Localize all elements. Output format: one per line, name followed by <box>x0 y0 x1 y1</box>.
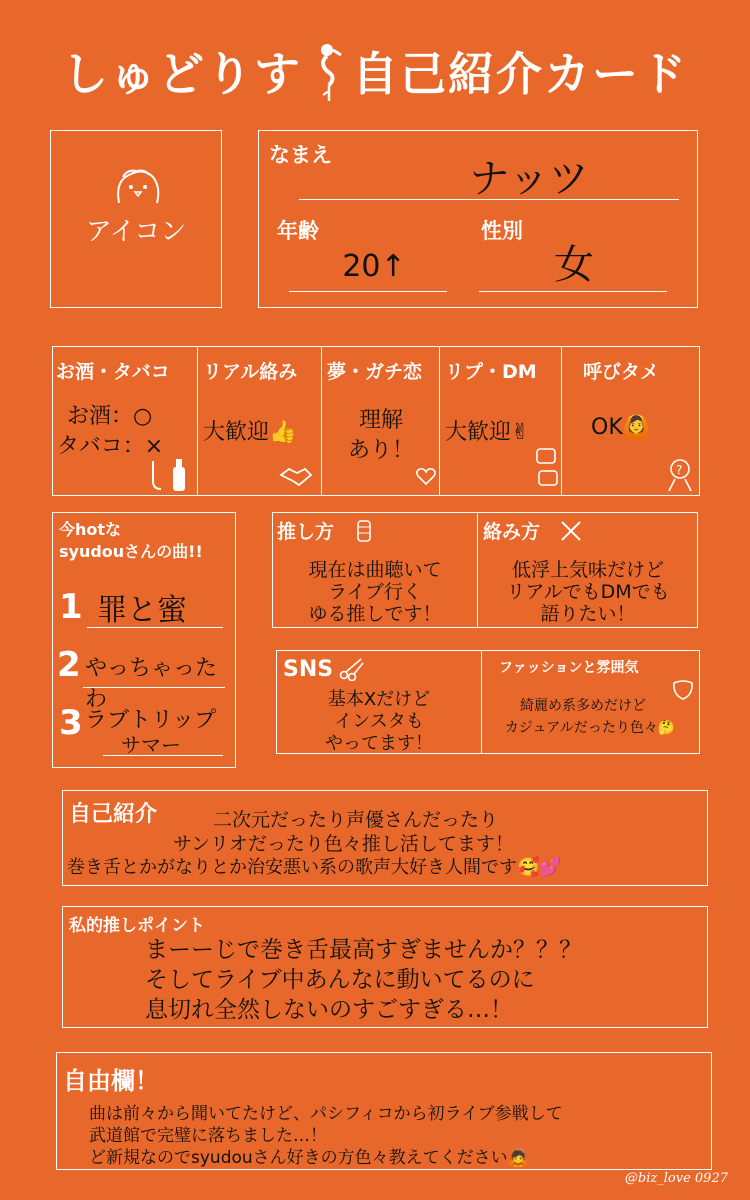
oshikata-line1: 現在は曲聴いて <box>308 559 442 581</box>
bird-icon <box>109 165 165 207</box>
dream-line1: 理解 <box>358 408 403 433</box>
song-2-number: 2 <box>57 645 81 685</box>
name-value: ナッツ <box>469 156 589 202</box>
age-label: 年齢 <box>277 219 319 243</box>
sns-fashion-box <box>276 650 700 754</box>
gender-label: 性別 <box>481 219 523 243</box>
style-box <box>272 512 698 628</box>
oshikata-label: 推し方 <box>277 521 335 543</box>
personal-point-box <box>62 906 708 1028</box>
free-line1: 曲は前々から聞いてたけど、パシフィコから初ライブ参戦して <box>89 1104 563 1124</box>
sns-line2: インスタも <box>334 711 424 732</box>
personal-point-line2: そしてライブ中あんなに動いてるのに <box>145 967 535 993</box>
drink-smoke-label: お酒・タバコ <box>56 361 170 383</box>
oshikata-line3: ゆる推しです！ <box>308 603 442 625</box>
penlight-icon <box>355 519 373 543</box>
hot-songs-box <box>52 512 236 768</box>
question-person-icon <box>665 457 695 493</box>
dream-line2: あり！ <box>347 438 414 463</box>
free-label: 自由欄！ <box>63 1067 159 1095</box>
self-intro-line2: サンリオだったり色々推し活してます！ <box>173 833 514 855</box>
free-line2: 武道館で完璧に落ちました…！ <box>89 1126 327 1146</box>
chat-bubble-icon <box>535 447 559 491</box>
title-left: しゅどりす <box>62 47 302 101</box>
free-line3: ど新規なのでsyudouさん好きの方色々教えてください🙇 <box>89 1148 529 1168</box>
age-value: 20↑ <box>342 249 406 284</box>
fashion-line1: 綺麗め系多めだけど <box>520 698 646 714</box>
song-1-underline <box>87 627 223 628</box>
drink-value: お酒：○ <box>67 404 153 429</box>
karamikata-label: 絡み方 <box>483 521 541 543</box>
personal-point-line1: まーーじで巻き舌最高すぎませんか？？？ <box>145 937 582 963</box>
self-intro-label: 自己紹介 <box>69 802 158 827</box>
self-intro-line1: 二次元だったり声優さんだったり <box>213 809 499 831</box>
signature: @biz_love 0927 <box>624 1171 728 1186</box>
song-2-title: やっちゃったわ <box>85 656 218 712</box>
reply-dm-value: 大歓迎✌ <box>445 420 530 445</box>
song-3-underline <box>103 755 223 756</box>
personal-point-line3: 息切れ全然しないのすごすぎる…！ <box>145 997 513 1023</box>
song-3-title: ラブトリップ <box>85 708 217 733</box>
call-casual-value: OK🙆 <box>591 415 651 440</box>
song-1-title: 罪と蜜 <box>97 593 187 628</box>
song-3-title-2: サマー <box>121 733 181 757</box>
sns-line1: 基本Xだけど <box>327 689 431 710</box>
attributes-grid <box>52 346 700 496</box>
hot-songs-heading1: 今hotな <box>59 520 122 539</box>
age-underline <box>289 291 447 292</box>
icon-box[interactable] <box>50 130 222 308</box>
sns-label: SNS <box>283 657 334 682</box>
cross-swords-icon <box>559 519 583 543</box>
real-meet-value: 大歓迎👍 <box>203 420 297 445</box>
fashion-label: ファッションと雰囲気 <box>499 660 639 676</box>
song-2-underline <box>83 687 225 688</box>
scissors-icon <box>339 657 365 681</box>
card-title <box>0 38 750 114</box>
name-underline <box>299 199 679 200</box>
song-3-number: 3 <box>59 703 83 743</box>
gender-underline <box>479 291 667 292</box>
karamikata-line2: リアルでもDMでも <box>506 581 670 603</box>
smoke-value: タバコ：× <box>57 434 164 459</box>
self-intro-box <box>62 790 708 886</box>
karamikata-line1: 低浮上気味だけど <box>511 559 664 581</box>
flamingo-icon <box>302 41 352 114</box>
sns-line3: やってます！ <box>325 733 433 754</box>
call-casual-label: 呼びタメ <box>583 361 660 383</box>
handshake-icon <box>279 463 313 489</box>
real-meet-label: リアル絡み <box>203 361 298 383</box>
gender-value: 女 <box>554 242 594 288</box>
karamikata-line3: 語りたい！ <box>540 603 636 625</box>
name-label: なまえ <box>269 143 332 167</box>
heart-icon <box>415 465 437 487</box>
song-1-number: 1 <box>59 587 83 627</box>
hot-songs-heading2: syudouさんの曲!! <box>59 542 203 561</box>
profile-box <box>258 130 698 308</box>
icon-label: アイコン <box>85 217 187 247</box>
title-right: 自己紹介カード <box>352 47 688 101</box>
fashion-line2: カジュアルだったり色々🤔 <box>504 720 676 736</box>
svg-text:?: ? <box>676 463 683 477</box>
glass-bottle-icon <box>149 457 193 493</box>
reply-dm-label: リプ・DM <box>445 361 537 383</box>
dream-label: 夢・ガチ恋 <box>327 361 423 383</box>
free-box <box>56 1052 712 1170</box>
self-intro-line3: 巻き舌とかがなりとか治安悪い系の歌声大好き人間です🥰💕 <box>67 857 562 878</box>
oshikata-line2: ライブ行く <box>328 581 422 603</box>
personal-point-label: 私的推しポイント <box>69 916 205 936</box>
